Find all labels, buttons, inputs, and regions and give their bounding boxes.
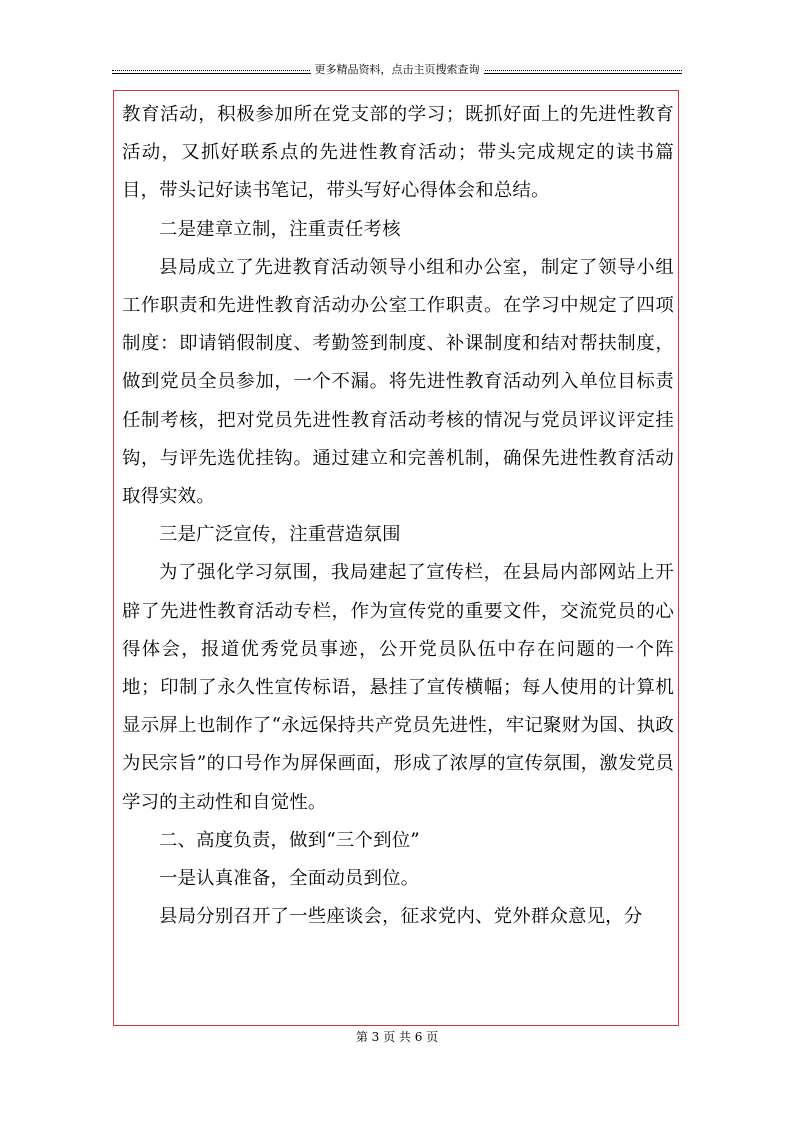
- page-footer: 第 3 页 共 6 页: [355, 1030, 439, 1044]
- section-heading: 二是建章立制，注重责任考核: [159, 218, 401, 240]
- section-heading: 三是广泛宣传，注重营造氛围: [159, 524, 401, 546]
- paragraph-continuation: 教育活动，积极参加所在党支部的学习；既抓好面上的先进性教育活动，又抓好联系点的先进性教育活动；带头完成规定的读书篇目，带头记好读书笔记，带头写好心得体会和总结。: [122, 104, 674, 202]
- paragraph: 县局分别召开了一些座谈会，征求党内、党外群众意见，分: [159, 906, 643, 928]
- header-text: 更多精品资料，点击主页搜索查询: [311, 63, 484, 77]
- section-heading: 一是认真准备，全面动员到位。: [159, 868, 420, 890]
- document-body: [122, 96, 674, 936]
- paragraph: 县局成立了先进教育活动领导小组和办公室，制定了领导小组工作职责和先进性教育活动办公室工作职责。在学习中规定了四项制度：即请销假制度、考勤签到制度、补课制度和结对帮扶制度，做到党员全员参加，一个不漏。将先进性教育活动列入单位目标责任制考核，把对党员先进性教育活动考核的情况与党员评议评定挂钩，与评先选优挂钩。通过建立和完善机制，确保先进性教育活动取得实效。: [122, 256, 674, 508]
- page-header: [112, 58, 682, 76]
- paragraph: 为了强化学习氛围，我局建起了宣传栏，在县局内部网站上开辟了先进性教育活动专栏，作为宣传党的重要文件，交流党员的心得体会，报道优秀党员事迹，公开党员队伍中存在问题的一个阵地；印制了永久性宣传标语，悬挂了宣传横幅；每人使用的计算机显示屏上也制作了“永远保持共产党员先进性，牢记聚财为国、执政为民宗旨”的口号作为屏保画面，形成了浓厚的宣传氛围，激发党员学习的主动性和自觉性。: [122, 562, 674, 813]
- section-heading: 二、高度负责，做到“三个到位”: [159, 829, 420, 851]
